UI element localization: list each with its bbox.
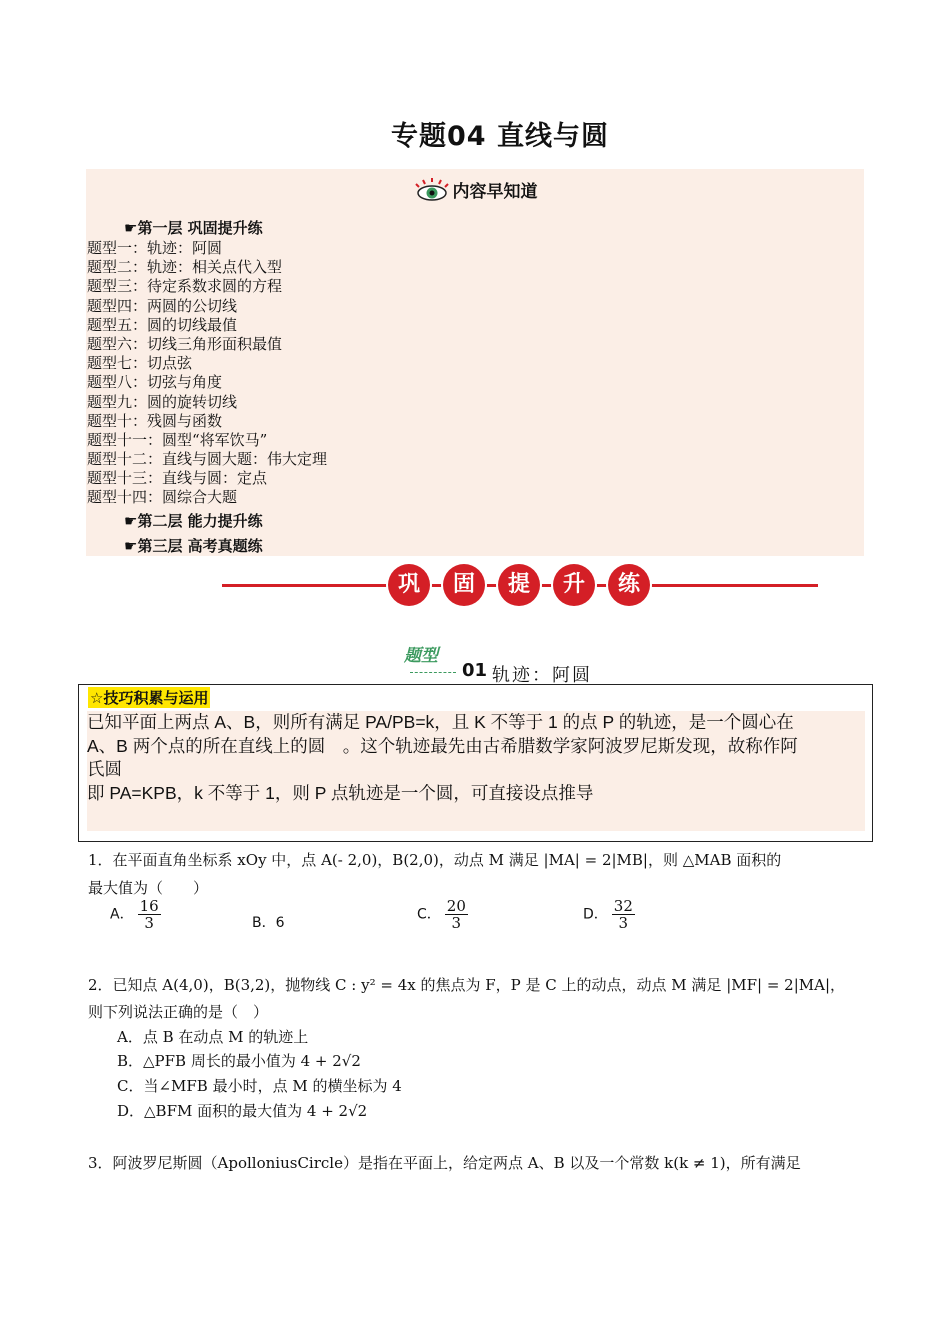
section-banner bbox=[222, 562, 818, 608]
fraction-numerator: 20 bbox=[446, 897, 466, 915]
tip-line: 氏圆 bbox=[87, 759, 122, 779]
fraction-numerator: 16 bbox=[139, 897, 159, 915]
q1-option-a bbox=[110, 898, 161, 931]
option-fraction bbox=[612, 898, 635, 931]
tip-line: A、B 两个点的所在直线上的圆 。这个轨迹最先由古希腊数学家阿波罗尼斯发现，故称作阿 bbox=[87, 735, 798, 756]
section-type-tag: 题型 bbox=[404, 646, 438, 666]
q2-option-a: A．点 B 在动点 M 的轨迹上 bbox=[117, 1028, 309, 1046]
toc-item: 题型十一：圆型“将军饮马” bbox=[87, 430, 268, 449]
question-2-line-2: 则下列说法正确的是（ ） bbox=[88, 1003, 269, 1021]
tip-line: 已知平面上两点 A、B，则所有满足 PA/PB=k，且 K 不等于 1 的点 P 的轨迹，是一个圆心在 bbox=[87, 712, 794, 732]
toc-item: 题型一：轨迹：阿圆 bbox=[87, 239, 223, 257]
fraction-numerator: 32 bbox=[613, 897, 633, 915]
option-label: A． bbox=[110, 906, 134, 923]
q2-option-b: B．△PFB 周长的最小值为 4 + 2√2 bbox=[117, 1052, 361, 1070]
question-1-line-1: 1．在平面直角坐标系 xOy 中，点 A(- 2,0)，B(2,0)，动点 M 满足 |MA| = 2|MB|，则 △MAB 面积的 bbox=[88, 851, 782, 869]
option-label: C． bbox=[417, 906, 441, 923]
q2-option-d: D．△BFM 面积的最大值为 4 + 2√2 bbox=[117, 1102, 368, 1120]
banner-char: 升 bbox=[553, 564, 595, 606]
toc-item: 题型十二：直线与圆大题：伟大定理 bbox=[87, 450, 328, 469]
fraction-denominator: 3 bbox=[451, 914, 462, 932]
toc-item: 题型八：切弦与角度 bbox=[87, 373, 223, 392]
section-dash bbox=[410, 672, 456, 673]
fraction-denominator: 3 bbox=[144, 914, 154, 932]
banner-char: 练 bbox=[608, 564, 650, 606]
toc-layer-2: ☛第二层 能力提升练 bbox=[124, 512, 263, 530]
toc-heading bbox=[86, 177, 864, 207]
toc-panel bbox=[86, 169, 864, 556]
tip-box bbox=[78, 684, 873, 842]
section-name: 轨迹：阿圆 bbox=[492, 665, 592, 686]
toc-list bbox=[87, 239, 327, 508]
q1-option-d bbox=[583, 898, 635, 931]
option-fraction bbox=[138, 898, 161, 931]
banner-char: 固 bbox=[443, 564, 485, 606]
page-title: 专题04 直线与圆 bbox=[391, 121, 609, 152]
toc-item: 题型四：两圆的公切线 bbox=[87, 296, 238, 315]
option-label: D． bbox=[583, 906, 608, 923]
question-3-line-1: 3．阿波罗尼斯圆（ApolloniusCircle）是指在平面上，给定两点 A、B 以及一个常数 k(k ≠ 1)，所有满足 bbox=[88, 1154, 801, 1172]
toc-item: 题型十四：圆综合大题 bbox=[87, 488, 238, 507]
eye-icon bbox=[413, 178, 451, 207]
banner-char: 提 bbox=[498, 564, 540, 606]
q2-option-c: C．当∠MFB 最小时，点 M 的横坐标为 4 bbox=[117, 1077, 402, 1095]
fraction-denominator: 3 bbox=[618, 914, 629, 932]
question-1-line-2: 最大值为（ ） bbox=[88, 879, 209, 897]
q1-option-c bbox=[417, 898, 468, 931]
question-2-line-1: 2．已知点 A(4,0)，B(3,2)，抛物线 C : y² = 4x 的焦点为 F，P 是 C 上的动点，动点 M 满足 |MF| = 2|MA|， bbox=[88, 976, 846, 994]
tip-line: 即 PA=KPB，k 不等于 1，则 P 点轨迹是一个圆，可直接设点推导 bbox=[87, 782, 594, 803]
toc-heading-text: 内容早知道 bbox=[452, 182, 538, 202]
option-fraction bbox=[445, 898, 468, 931]
toc-layer-3: ☛第三层 高考真题练 bbox=[124, 537, 263, 555]
q1-option-b bbox=[252, 912, 285, 932]
banner-char: 巩 bbox=[388, 564, 430, 606]
toc-item: 题型五：圆的切线最值 bbox=[87, 315, 238, 334]
toc-item: 题型六：切线三角形面积最值 bbox=[87, 334, 283, 353]
toc-item: 题型十三：直线与圆：定点 bbox=[87, 469, 268, 488]
tip-text bbox=[87, 711, 865, 831]
toc-layer-1: ☛第一层 巩固提升练 bbox=[124, 219, 263, 237]
section-number: 01 bbox=[462, 660, 488, 681]
option-label: B．6 bbox=[252, 915, 285, 931]
tip-tag: ☆技巧积累与运用 bbox=[90, 689, 209, 707]
toc-item: 题型二：轨迹：相关点代入型 bbox=[87, 258, 283, 277]
toc-item: 题型十：残圆与函数 bbox=[87, 411, 223, 430]
toc-item: 题型九：圆的旋转切线 bbox=[87, 392, 238, 411]
toc-item: 题型三：待定系数求圆的方程 bbox=[87, 277, 283, 296]
toc-item: 题型七：切点弦 bbox=[87, 354, 193, 373]
